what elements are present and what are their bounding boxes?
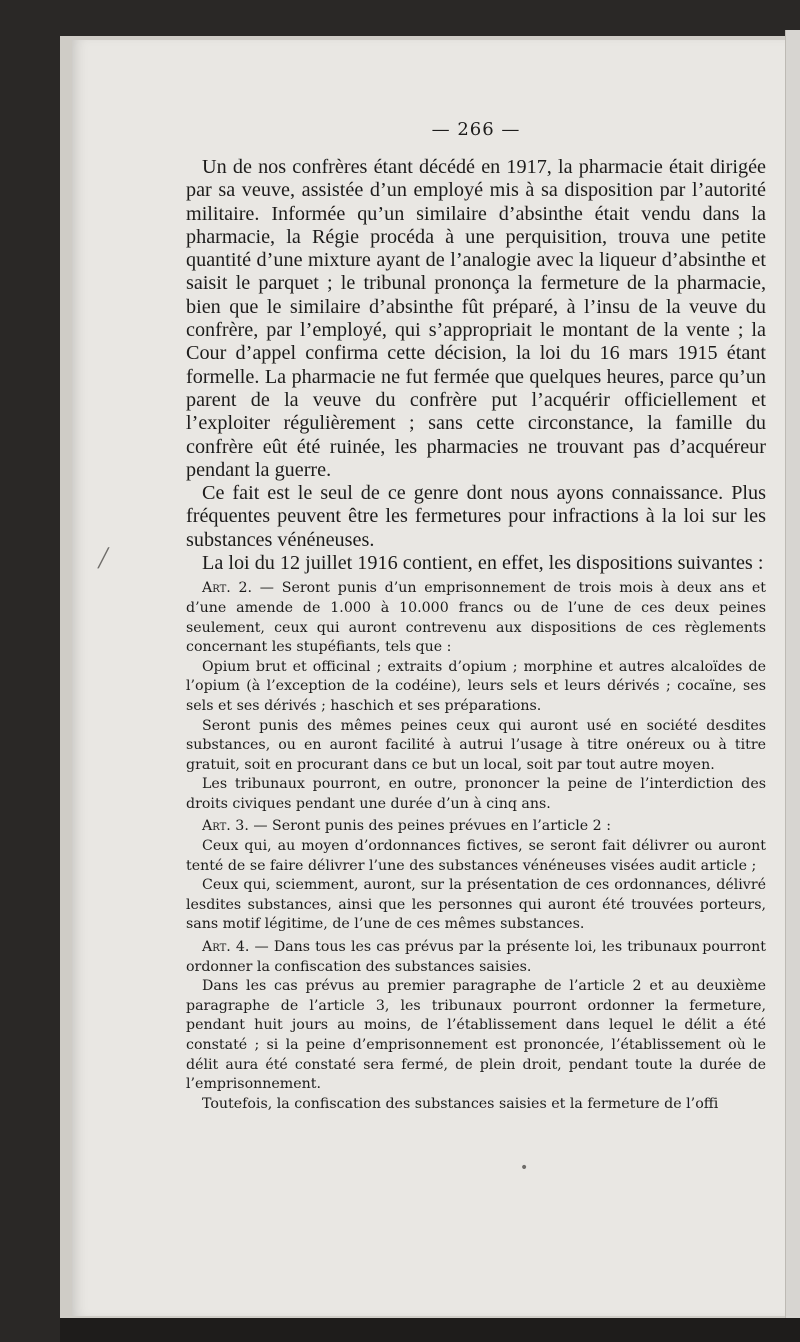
article-2-society-use: Seront punis des mêmes peines ceux qui auront usé en société desdites substances, ou en auront facilité à autrui l’usage à titre onéreux ou à titre gratuit, soit en procurant dans ce but un local, soit par tout autre moyen. bbox=[186, 717, 766, 773]
article-3 bbox=[186, 817, 766, 837]
article-2 bbox=[186, 579, 766, 657]
article-2-substances: Opium brut et officinal ; extraits d’opium ; morphine et autres alcaloïdes de l’opium (à l’exception de la codéine), leurs sels et leurs dérivés ; cocaïne, ses sels et ses dérivés ; haschich et ses préparations. bbox=[186, 658, 766, 714]
paragraph-law-intro: La loi du 12 juillet 1916 contient, en effet, les dispositions suivantes : bbox=[202, 552, 764, 575]
paragraph-absinthe-case: Un de nos confrères étant décédé en 1917, la pharmacie était dirigée par sa veuve, assistée d’un employé mis à sa disposition par l’autorité militaire. Informée qu’un similaire d’absinthe était vendu dans la pharmacie, la Régie procéda à une perquisition, trouva une petite quantité d’une mixture ayant de l’analogie avec la liqueur d’absinthe et saisit le parquet ; le tribunal prononça la fermeture de la pharmacie, bien que le similaire d’absinthe fût préparé, à l’insu de la veuve du confrère, par l’employé, qui s’appropriait le montant de la vente ; la Cour d’appel confirma cette décision, la loi du 16 mars 1915 étant formelle. La pharmacie ne fut fermée que quelques heures, parce qu’un parent de la veuve du confrère put l’acquérir officiellement et l’exploiter régulièrement ; sans cette circonstance, la famille du confrère eût été ruinée, les pharmacies ne trouvant pas d’acquéreur pendant la guerre. bbox=[186, 156, 766, 481]
page-edge-strip bbox=[785, 30, 800, 1320]
article-3-fictive-prescriptions: Ceux qui, au moyen d’ordonnances fictives, se seront fait délivrer ou auront tenté de se faire délivrer l’une des substances vénéneuses visées audit article ; bbox=[186, 838, 766, 874]
article-4 bbox=[186, 938, 766, 977]
article-3-text: — Seront punis des peines prévues en l’article 2 : bbox=[248, 818, 611, 835]
article-2-civic-rights: Les tribunaux pourront, en outre, prononcer la peine de l’interdiction des droits civiques pendant une durée d’un à cinq ans. bbox=[186, 776, 766, 812]
article-3-knowing-delivery: Ceux qui, sciemment, auront, sur la présentation de ces ordonnances, délivré lesdites substances, ainsi que les personnes qui auront été trouvées porteurs, sans motif légitime, de l’une de ces mêmes substances. bbox=[186, 877, 766, 933]
article-4-label: Art. 4. bbox=[202, 939, 250, 956]
article-4-text: — Dans tous les cas prévus par la présente loi, les tribunaux pourront ordonner la confiscation des substances saisies. bbox=[186, 939, 766, 975]
article-4-however: Toutefois, la confiscation des substances saisies et la fermeture de l’offi bbox=[202, 1095, 719, 1112]
article-3-label: Art. 3. bbox=[202, 818, 249, 835]
article-2-text: — Seront punis d’un emprisonnement de trois mois à deux ans et d’une amende de 1.000 à 10.000 francs ou de l’une de ces deux peines seulement, ceux qui auront contrevenu aux dispositions de ces règlements concernant les stupéfiants, tels que : bbox=[186, 580, 766, 656]
article-2-label: Art. 2. bbox=[202, 580, 253, 597]
article-4-closure: Dans les cas prévus au premier paragraphe de l’article 2 et au deuxième paragraphe de l’article 3, les tribunaux pourront ordonner la fermeture, pendant huit jours au moins, de l’établissement dans lequel le délit a été constaté ; si la peine d’emprisonnement est prononcée, l’établissement où le délit aura été constaté sera fermé, de plein droit, pendant toute la durée de l’emprisonnement. bbox=[186, 978, 766, 1093]
paragraph-rare-case: Ce fait est le seul de ce genre dont nous ayons connaissance. Plus fréquentes peuvent être les fermetures pour infractions à la loi sur les substances vénéneuses. bbox=[186, 482, 766, 551]
margin-pencil-mark: ╱ bbox=[98, 548, 109, 569]
margin-dot: • bbox=[520, 1160, 529, 1176]
text-column bbox=[186, 118, 766, 1114]
bottom-shadow bbox=[60, 1318, 800, 1342]
page-number: — 266 — bbox=[431, 119, 521, 140]
